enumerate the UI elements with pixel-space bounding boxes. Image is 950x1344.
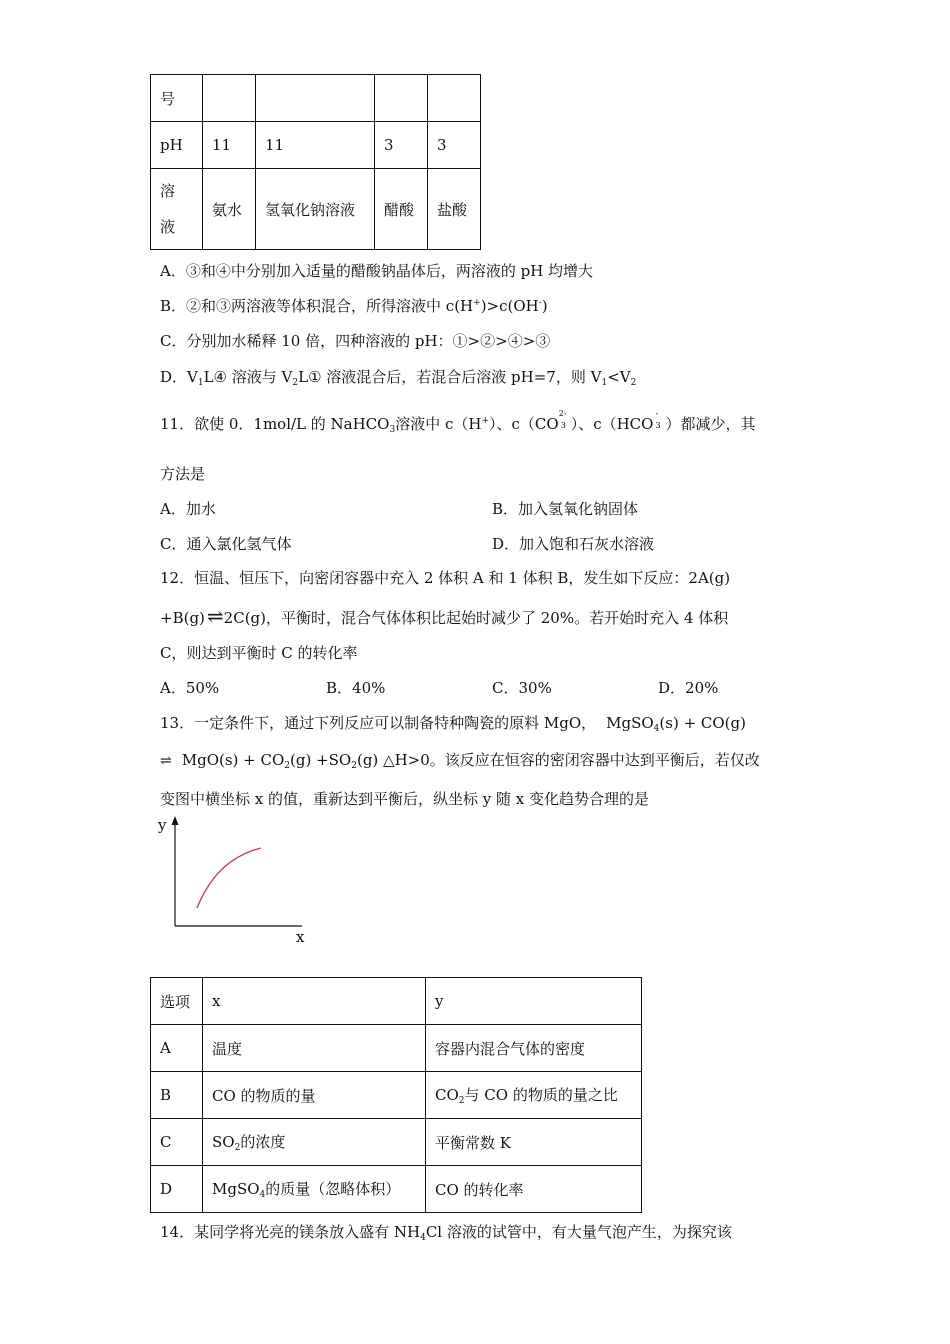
text-part: MgSO	[606, 714, 654, 732]
superscript: 2-	[558, 409, 567, 418]
subscript: 4	[259, 1190, 266, 1200]
table-cell: CO 的物质的量	[203, 1072, 426, 1119]
table-cell: 氢氧化钠溶液	[256, 169, 375, 250]
x-axis-label: x	[296, 928, 305, 946]
table-cell: 号	[151, 75, 203, 122]
q12-option-d: D．20%	[658, 679, 719, 697]
table-cell	[428, 75, 481, 122]
q13-stem	[160, 712, 746, 734]
text-part: (g) +SO	[290, 751, 352, 769]
q12-stem: 12．恒温、恒压下，向密闭容器中充入 2 体积 A 和 1 体积 B，发生如下反应：2A(g)	[160, 569, 731, 587]
table-cell	[203, 75, 256, 122]
q13-stem-line3: 变图中横坐标 x 的值，重新达到平衡后，纵坐标 y 随 x 变化趋势合理的是	[160, 790, 650, 808]
text-part: 2C(g)，平衡时，混合气体体积比起始时减少了 20%。若开始时充入 4 体积	[223, 609, 729, 627]
subscript: 4	[653, 724, 660, 734]
text-part: <V	[607, 368, 631, 386]
q10-option-c: C．分别加水稀释 10 倍，四种溶液的 pH：①>②>④>③	[160, 332, 551, 350]
table-cell: 容器内混合气体的密度	[426, 1025, 642, 1072]
subscript: 1	[197, 378, 204, 388]
subscript: 3	[655, 421, 661, 430]
table-cell: 氨水	[203, 169, 256, 250]
table-cell: y	[426, 978, 642, 1025]
q11-stem-line2: 方法是	[160, 465, 206, 483]
subscript: 1	[601, 378, 608, 388]
text-part: 与 CO 的物质的量之比	[464, 1086, 618, 1104]
cell-text: 液	[160, 218, 176, 236]
subscript: 2	[351, 761, 357, 771]
text-part: MgO(s) + CO	[181, 751, 285, 769]
table-cell: 11	[203, 122, 256, 169]
table-row	[151, 1119, 642, 1166]
q12-stem-line3: C，则达到平衡时 C 的转化率	[160, 644, 358, 662]
solution-table	[150, 74, 481, 250]
subscript: 2	[458, 1096, 465, 1106]
q12-stem-line2	[160, 604, 728, 628]
superscript: -	[538, 298, 542, 308]
table-cell: CO 的转化率	[426, 1166, 642, 1213]
y-axis-arrow-icon	[172, 816, 179, 825]
table-cell: A	[151, 1025, 203, 1072]
table-cell: 3	[428, 122, 481, 169]
subscript: 2	[630, 378, 637, 388]
table-cell: pH	[151, 122, 203, 169]
subscript: 3	[389, 425, 396, 435]
text-part: ）、c（CO	[489, 415, 559, 433]
text-part: 14．某同学将光亮的镁条放入盛有 NH	[160, 1223, 421, 1241]
q14-stem	[160, 1221, 732, 1243]
text-part: MgSO	[212, 1180, 260, 1198]
text-part: Cl 溶液的试管中，有大量气泡产生，为探究该	[425, 1223, 732, 1241]
table-cell: B	[151, 1072, 203, 1119]
q12-option-b: B．40%	[326, 679, 386, 697]
table-cell: D	[151, 1166, 203, 1213]
trend-graph	[150, 812, 320, 948]
table-row	[151, 169, 481, 250]
text-part: (g) △H>0。该反应在恒容的密闭容器中达到平衡后，若仅改	[356, 751, 760, 769]
text-part: 11．欲使 0．1mol/L 的 NaHCO	[160, 415, 390, 433]
table-row	[151, 75, 481, 122]
table-cell	[256, 75, 375, 122]
subscript: 3	[560, 421, 566, 430]
q11-option-c: C．通入氯化氢气体	[160, 535, 292, 553]
table-row	[151, 1025, 642, 1072]
text-part: ）、c（HCO	[570, 415, 654, 433]
y-axis-label: y	[158, 816, 167, 834]
text-part: SO	[212, 1133, 235, 1151]
table-cell	[426, 1072, 642, 1119]
text-part: CO	[435, 1086, 459, 1104]
cell-text: 溶	[160, 182, 176, 200]
table-cell: 盐酸	[428, 169, 481, 250]
subscript: 2	[234, 1143, 241, 1153]
table-row	[151, 1166, 642, 1213]
table-cell: 温度	[203, 1025, 426, 1072]
table-cell	[203, 1119, 426, 1166]
text-part: 的浓度	[240, 1133, 286, 1151]
table-cell	[203, 1166, 426, 1213]
text-part: 13．一定条件下，通过下列反应可以制备特种陶瓷的原料 MgO，	[160, 714, 597, 732]
q10-option-a: A．③和④中分别加入适量的醋酸钠晶体后，两溶液的 pH 均增大	[160, 262, 594, 280]
q10-option-b	[160, 295, 548, 316]
table-cell: 3	[375, 122, 428, 169]
text-part: B．②和③两溶液等体积混合，所得溶液中 c(H	[160, 297, 474, 315]
text-part: )>c(OH	[480, 297, 539, 315]
q11-option-d: D．加入饱和石灰水溶液	[492, 535, 655, 553]
subscript: 4	[420, 1233, 426, 1243]
table-row	[151, 1072, 642, 1119]
table-cell	[375, 75, 428, 122]
table-row	[151, 978, 642, 1025]
superscript: -	[655, 409, 659, 418]
q13-stem-line2	[160, 749, 760, 771]
q11-option-b: B．加入氢氧化钠固体	[492, 500, 639, 518]
superscript: +	[481, 416, 490, 426]
text-part: 溶液中 c（H	[395, 415, 482, 433]
table-cell: 平衡常数 K	[426, 1119, 642, 1166]
superscript: +	[473, 298, 481, 308]
table-cell: 醋酸	[375, 169, 428, 250]
table-row	[151, 122, 481, 169]
table-cell: C	[151, 1119, 203, 1166]
q12-option-a: A．50%	[160, 679, 220, 697]
q12-option-c: C．30%	[492, 679, 552, 697]
subscript: 2	[292, 378, 299, 388]
subscript: 2	[284, 761, 291, 771]
table-cell: 11	[256, 122, 375, 169]
text-part: L④ 溶液与 V	[203, 368, 293, 386]
equilibrium-arrow-icon: ⇌	[206, 604, 222, 628]
text-part: ）都减少，其	[665, 415, 756, 433]
text-part: )	[541, 297, 548, 315]
q10-option-d	[160, 366, 636, 388]
q11-option-a: A．加水	[160, 500, 216, 518]
text-part: L① 溶液混合后，若混合后溶液 pH=7，则 V	[298, 368, 602, 386]
q11-stem	[160, 409, 756, 435]
text-part: +B(g)	[160, 609, 205, 627]
options-table	[150, 977, 642, 1213]
table-cell: 选项	[151, 978, 203, 1025]
text-part: 的质量（忽略体积）	[265, 1180, 401, 1198]
table-cell	[151, 169, 203, 250]
table-cell: x	[203, 978, 426, 1025]
trend-curve	[197, 848, 261, 908]
text-part: D．V	[160, 368, 198, 386]
equilibrium-arrow-icon: ⇌	[160, 753, 172, 769]
text-part: (s) + CO(g)	[659, 714, 746, 732]
